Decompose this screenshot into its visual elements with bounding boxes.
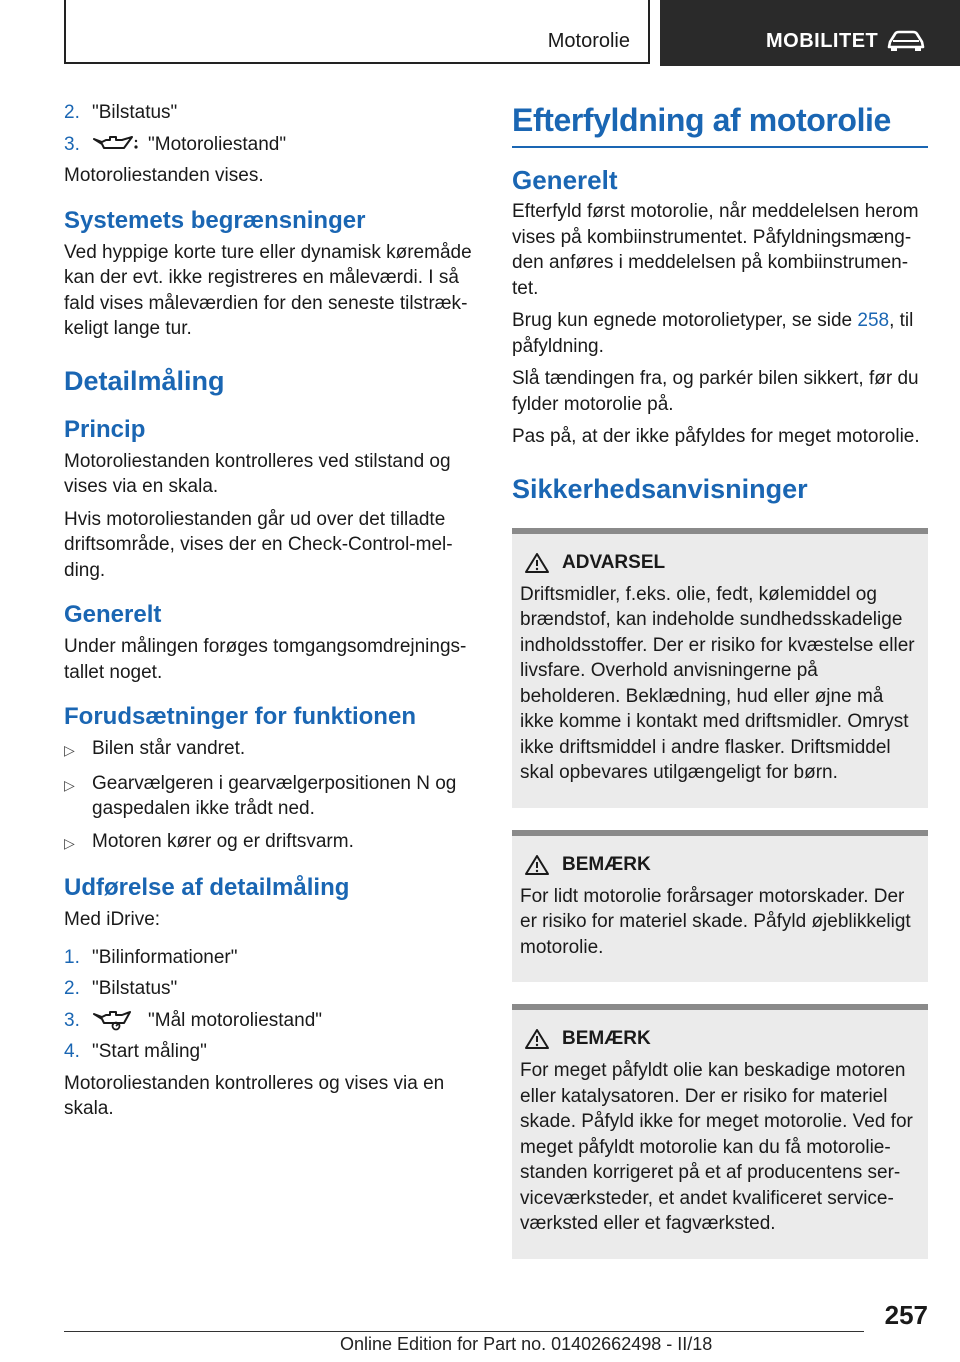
list-item	[64, 1039, 476, 1065]
footer-divider	[64, 1331, 864, 1332]
warning-text: For meget påfyldt olie kan beskadige motoren eller katalysatoren. Der er risiko for materiel skade. Påfyld ikke for meget motorolie. Ved for meget påfyldt motorolie kan du få motoroliestanden korrigeret på et af producentens serviceværksteder, et andet kvalificeret serviceværksted eller et fagværksted.	[520, 1060, 913, 1234]
list-item	[64, 736, 476, 764]
list-text: "Bilstatus"	[92, 102, 178, 123]
triangle-bullet-icon: ▷	[64, 742, 75, 758]
paragraph	[512, 308, 928, 359]
paragraph: Motoroliestanden kontrolleres ved stilstand og vises via en skala.	[64, 450, 451, 497]
header-section-title: Motorolie	[547, 30, 630, 52]
warning-label: ADVARSEL	[562, 551, 666, 573]
warning-triangle-icon	[524, 854, 550, 876]
list-item	[64, 829, 476, 857]
list-number: 4.	[64, 1041, 80, 1062]
oil-can-icon	[92, 133, 138, 155]
list-text: "Start måling"	[92, 1041, 207, 1062]
warning-label: BEMÆRK	[562, 1028, 651, 1049]
warning-text: For lidt motorolie forårsager motorskader. Der er risiko for materiel skade. Påfyld øjeblikkeligt motorolie.	[520, 885, 911, 958]
list-number: 2.	[64, 102, 80, 123]
list-number: 2.	[64, 978, 80, 999]
warning-header	[520, 552, 920, 574]
subsection-heading: Generelt	[64, 601, 162, 628]
right-column	[512, 100, 928, 1259]
paragraph: Motoroliestanden kontrolleres og vises via en skala.	[64, 1072, 445, 1119]
list-item	[64, 976, 476, 1002]
list-text: "Bilstatus"	[92, 978, 178, 999]
list-text: "Bilinformationer"	[92, 946, 238, 968]
list-text: Motoren kører og er driftsvarm.	[92, 830, 354, 852]
section-heading: Systemets begrænsninger	[64, 206, 366, 234]
left-column	[64, 100, 476, 1129]
warning-triangle-icon	[524, 552, 550, 574]
prerequisites-list	[64, 736, 476, 856]
list-text: "Mål motoroliestand"	[148, 1009, 323, 1031]
section-heading: Detailmåling	[64, 365, 225, 396]
paragraph: Efterfyld først motorolie, når meddelelsen herom vises på kombiinstrumentet. Påfyldningsmængden anføres i meddelelsen på kombiinstrumentet.	[512, 201, 919, 299]
header-section-box	[64, 0, 650, 64]
notice-box	[512, 830, 928, 983]
paragraph: Hvis motoroliestanden går ud over det tilladte driftsområde, vises der en Check-Control-melding.	[64, 508, 453, 581]
paragraph: Ved hyppige korte ture eller dynamisk køremåde kan der evt. ikke registreres en måleværdi. I så fald vises måleværdien for den seneste tilstrækkeligt lange tur.	[64, 241, 472, 339]
subsection-heading: Forudsætninger for funktionen	[64, 703, 416, 730]
list-text: "Motoroliestand"	[148, 133, 287, 155]
notice-box	[512, 1004, 928, 1259]
triangle-bullet-icon: ▷	[64, 834, 75, 851]
section-heading: Generelt	[512, 165, 618, 195]
subsection-heading: Udførelse af detailmåling	[64, 874, 350, 901]
list-item	[64, 100, 476, 126]
list-number: 1.	[64, 946, 80, 968]
oil-measure-icon	[92, 1009, 138, 1031]
list-text: Gearvælgeren i gearvælgerpositionen N og gaspedalen ikke trådt ned.	[92, 772, 457, 819]
title-divider	[512, 146, 928, 148]
warning-triangle-icon	[524, 1028, 550, 1050]
list-item	[64, 132, 476, 158]
subsection-heading: Princip	[64, 415, 146, 443]
list-item	[64, 771, 476, 822]
paragraph: Med iDrive:	[64, 909, 161, 930]
paragraph: Slå tændingen fra, og parkér bilen sikkert, før du fylder motorolie på.	[512, 368, 919, 415]
page-reference-link[interactable]: 258	[857, 310, 890, 331]
list-item	[64, 1008, 476, 1034]
header-chapter-title: MOBILITET	[766, 30, 879, 52]
warning-header	[520, 854, 920, 876]
footer-edition: Online Edition for Part no. 01402662498 - II/18	[340, 1334, 713, 1354]
paragraph-text: , til påfyldning.	[512, 310, 914, 357]
list-number: 3.	[64, 133, 80, 155]
section-heading: Sikkerhedsanvisninger	[512, 473, 808, 504]
car-icon	[886, 30, 926, 52]
page-title: Efterfyldning af motorolie	[512, 102, 891, 138]
list-text: Bilen står vandret.	[92, 738, 246, 759]
warning-label: BEMÆRK	[562, 853, 651, 875]
warning-box	[512, 528, 928, 808]
header-chapter-tab	[660, 0, 960, 66]
triangle-bullet-icon: ▷	[64, 776, 75, 793]
page-number: 257	[884, 1300, 928, 1330]
paragraph: Under målingen forøges tomgangsomdrejningstallet noget.	[64, 636, 467, 683]
list-number: 3.	[64, 1009, 80, 1031]
list-item	[64, 945, 476, 971]
paragraph: Motoroliestanden vises.	[64, 165, 264, 186]
paragraph-text: Brug kun egnede motorolietyper, se side	[512, 310, 858, 331]
warning-text: Driftsmidler, f.eks. olie, fedt, kølemiddel og brændstof, kan indeholde sundhedsskadelige indholdsstoffer. Der er risiko for kvæstelse eller livsfare. Overhold anvisningerne på beholderen. Beklædning, hud eller øjne må ikke komme i kontakt med driftsmidler. Omryst ikke driftsmiddel i andre flasker. Driftsmiddel skal opbevares utilgængeligt for børn.	[520, 583, 915, 783]
paragraph: Pas på, at der ikke påfyldes for meget motorolie.	[512, 426, 920, 447]
warning-header	[520, 1028, 920, 1050]
